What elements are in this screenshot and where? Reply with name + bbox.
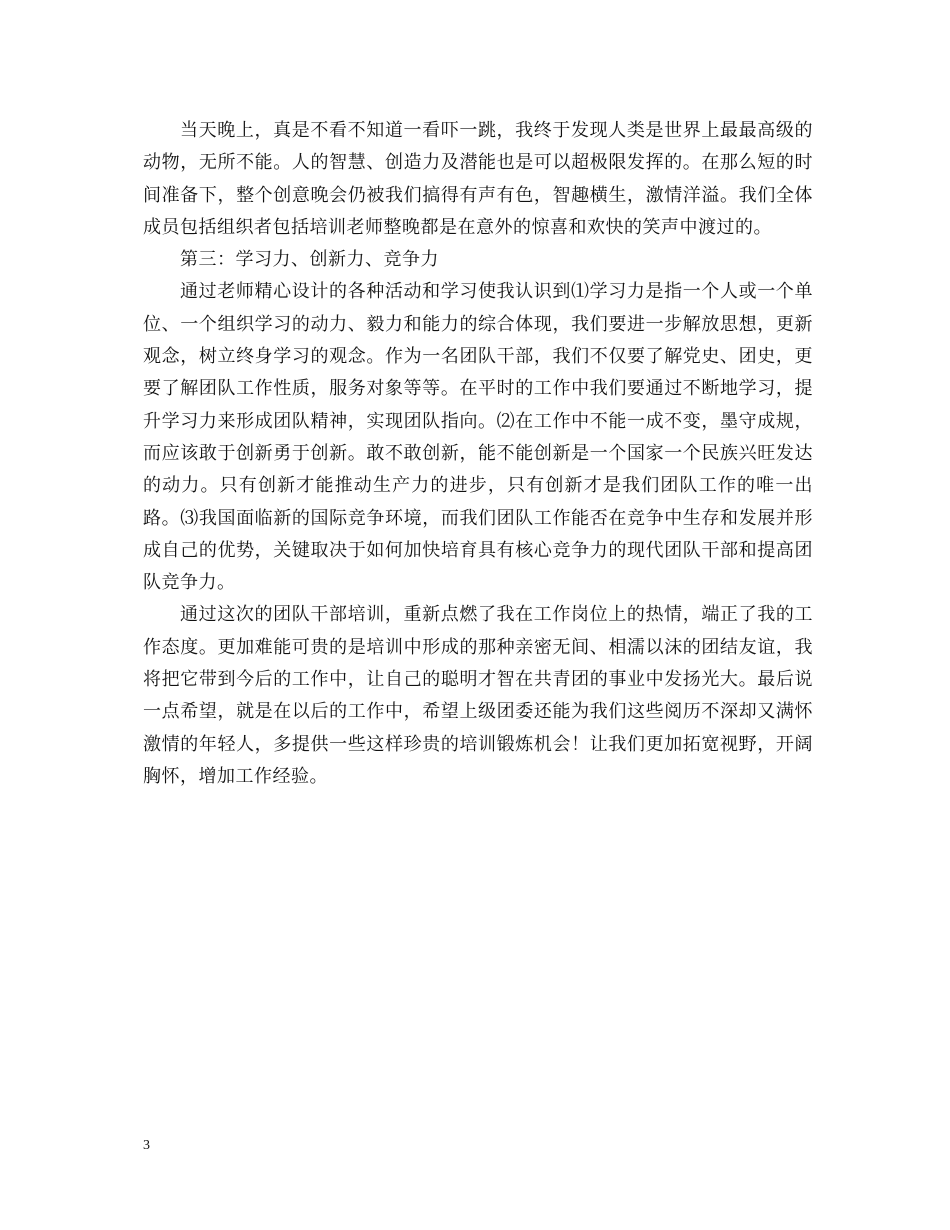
document-body [143, 115, 813, 793]
paragraph-conclusion: 通过这次的团队干部培训，重新点燃了我在工作岗位上的热情，端正了我的工作态度。更加难能可贵的是培训中形成的那种亲密无间、相濡以沫的团结友谊，我将把它带到今后的工作中，让自己的聪明才智在共青团的事业中发扬光大。最后说一点希望，就是在以后的工作中，希望上级团委还能为我们这些阅历不深却又满怀激情的年轻人，多提供一些这样珍贵的培训锻炼机会！让我们更加拓宽视野，开阔胸怀，增加工作经验。 [143, 604, 813, 787]
section-heading-third: 第三：学习力、创新力、竞争力 [180, 249, 439, 271]
paragraph-evening-party: 当天晚上，真是不看不知道一看吓一跳，我终于发现人类是世界上最最高级的动物，无所不能。人的智慧、创造力及潜能也是可以超极限发挥的。在那么短的时间准备下，整个创意晚会仍被我们搞得有声有色，智趣横生，激情洋溢。我们全体成员包括组织者包括培训老师整晚都是在意外的惊喜和欢快的笑声中渡过的。 [143, 120, 813, 238]
paragraph-learning-innovation-competition: 通过老师精心设计的各种活动和学习使我认识到⑴学习力是指一个人或一个单位、一个组织学习的动力、毅力和能力的综合体现，我们要进一步解放思想，更新观念，树立终身学习的观念。作为一名团队干部，我们不仅要了解党史、团史，更要了解团队工作性质，服务对象等等。在平时的工作中我们要通过不断地学习，提升学习力来形成团队精神，实现团队指向。⑵在工作中不能一成不变，墨守成规，而应该敢于创新勇于创新。敢不敢创新，能不能创新是一个国家一个民族兴旺发达的动力。只有创新才能推动生产力的进步，只有创新才是我们团队工作的唯一出路。⑶我国面临新的国际竞争环境，而我们团队工作能否在竞争中生存和发展并形成自己的优势，关键取决于如何加快培育具有核心竞争力的现代团队干部和提高团队竞争力。 [143, 281, 813, 594]
page-number: 3 [143, 1138, 150, 1153]
